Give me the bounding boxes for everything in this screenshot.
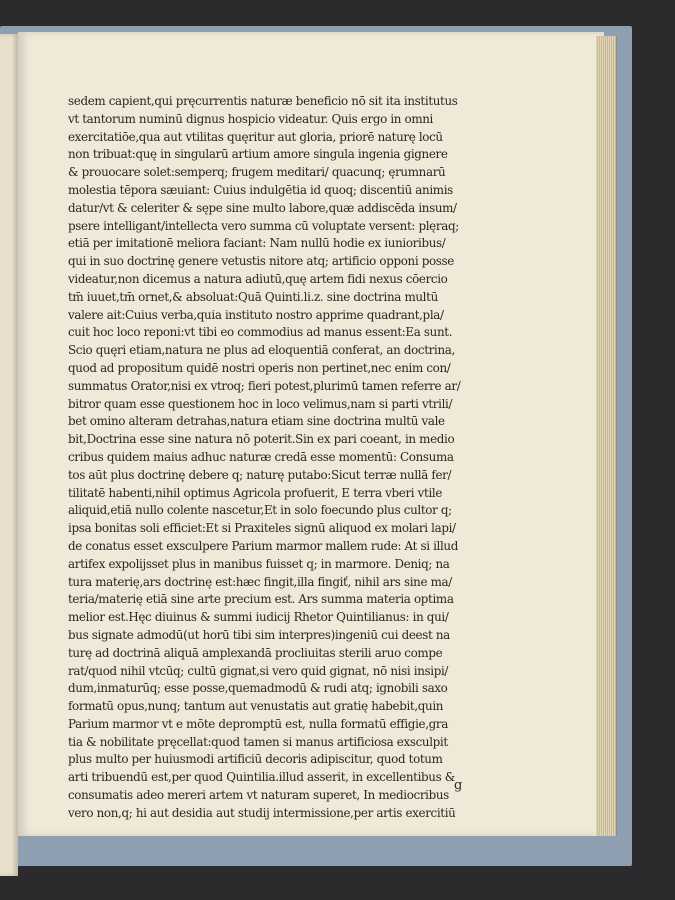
text-line: formatū opus,nunq; tantum aut venustatis aut gratię habebit,quin xyxy=(68,699,444,714)
text-line: artifex expolijsset plus in manibus fuisset q; in marmore. Deniq; na xyxy=(68,556,450,571)
text-line: aliquid,etiā nullo colente nascetur,Et in solo foecundo plus cultor q; xyxy=(68,503,452,518)
text-line: bet omino alteram detrahas,natura etiam sine doctrina multū vale xyxy=(68,414,445,429)
text-line: Scio quęri etiam,natura ne plus ad eloquentiā conferat, an doctrina, xyxy=(68,343,455,358)
text-line: videatur,non dicemus a natura adiutū,quę artem fidi nexus cōercio xyxy=(68,271,448,286)
signature-mark: g xyxy=(454,778,463,793)
text-line: de conatus esset exsculpere Parium marmor mallem rude: At si illud xyxy=(68,538,459,553)
text-line: sedem capient,qui pręcurrentis naturæ beneficio nō sit ita institutus xyxy=(68,94,458,108)
text-line: vero non,q; hi aut desidia aut studij intermissione,per artis exercitiū xyxy=(68,805,456,820)
text-line: rat/quod nihil vtcūq; cultū gignat,si vero quid gignat, nō nisi insipi/ xyxy=(68,663,449,678)
text-line: qui in suo doctrinę genere vetustis nitore atq; artificio opponi posse xyxy=(68,254,454,269)
text-line: vt tantorum numinū dignus hospicio videatur. Quis ergo in omni xyxy=(68,111,434,126)
text-line: turę ad doctrinā aliquā amplexandā procliuitas sterili aruo compe xyxy=(68,645,443,660)
text-line: bus signate admodū(ut horū tibi sim interpres)ingeniū cui deest na xyxy=(68,627,450,642)
text-line: non tribuat:quę in singularū artium amore singula ingenia gignere xyxy=(68,147,448,162)
text-line: molestia tēpora sæuiant: Cuius indulgētia id quoq; discentiū animis xyxy=(68,182,453,197)
text-line: datur/vt & celeriter & sępe sine multo labore,quæ addiscēda insum/ xyxy=(68,200,457,215)
text-line: tos aūt plus doctrinę debere q; naturę putabo:Sicut terræ nullā fer/ xyxy=(68,467,452,482)
text-line: cuit hoc loco reponi:vt tibi eo commodius ad manus essent:Ea sunt. xyxy=(68,325,453,340)
text-line: quod ad propositum quidē nostri operis non pertinet,nec enim con/ xyxy=(68,360,451,375)
text-line: summatus Orator,nisi ex vtroq; fieri potest,plurimū tamen referre ar/ xyxy=(68,378,461,393)
text-line: arti tribuendū est,per quod Quintilia.illud asserit, in excellentibus & xyxy=(68,770,456,785)
text-line: bitror quam esse questionem hoc in loco velimus,nam si parti vtrili/ xyxy=(68,396,453,411)
text-line: tm̄ iuuet,tm̄ ornet,& absoluat:Quā Quinti.li.z. sine doctrina multū xyxy=(68,289,438,304)
text-block xyxy=(68,93,494,823)
text-line: etiā per imitationē meliora faciant: Nam nullū hodie ex iunioribus/ xyxy=(68,236,446,251)
text-line: psere intelligant/intellecta vero summa cū voluptate versent: plęraq; xyxy=(68,218,459,233)
text-line: plus multo per huiusmodi artificiū decoris adipiscitur, quod totum xyxy=(68,752,443,767)
text-line: cribus quidem maius adhuc naturæ credā esse momentū: Consuma xyxy=(68,449,454,464)
text-line: teria/materię etiā sine arte precium est. Ars summa materia optima xyxy=(68,592,454,607)
facing-page-edge xyxy=(0,34,18,876)
text-line: exercitatiōe,qua aut vtilitas quęritur aut gloria, priorē naturę locū xyxy=(68,129,443,144)
text-line: valere ait:Cuius verba,quia instituto nostro apprime quadrant,pla/ xyxy=(68,307,444,322)
text-line: & prouocare solet:semperq; frugem meditari/ quacunq; ęrumnarū xyxy=(68,165,446,180)
text-line: melior est.Hęc diuinus & summi iudicij Rhetor Quintilianus: in qui/ xyxy=(68,610,449,625)
text-line: ipsa bonitas soli efficiet:Et si Praxiteles signū aliquod ex molari lapi/ xyxy=(68,521,456,536)
text-line: tura materię,ars doctrinę est:hæc fingit,illa fingiť, nihil ars sine ma/ xyxy=(68,574,452,589)
text-line: consumatis adeo mereri artem vt naturam superet, In mediocribus xyxy=(68,788,449,803)
text-line: tia & nobilitate pręcellat:quod tamen si manus artificiosa exsculpit xyxy=(68,734,448,749)
text-line: tilitatē habenti,nihil optimus Agricola profuerit, E terra vberi vtile xyxy=(68,485,443,500)
text-line: Parium marmor vt e mōte depromptū est, nulla formatū effigie,gra xyxy=(68,716,448,731)
text-line: dum,inmaturūq; esse posse,quemadmodū & rudi atq; ignobili saxo xyxy=(68,681,448,696)
text-line: bit,Doctrina esse sine natura nō poterit.Sin ex pari coeant, in medio xyxy=(68,432,455,447)
page-fore-edge xyxy=(596,36,617,836)
